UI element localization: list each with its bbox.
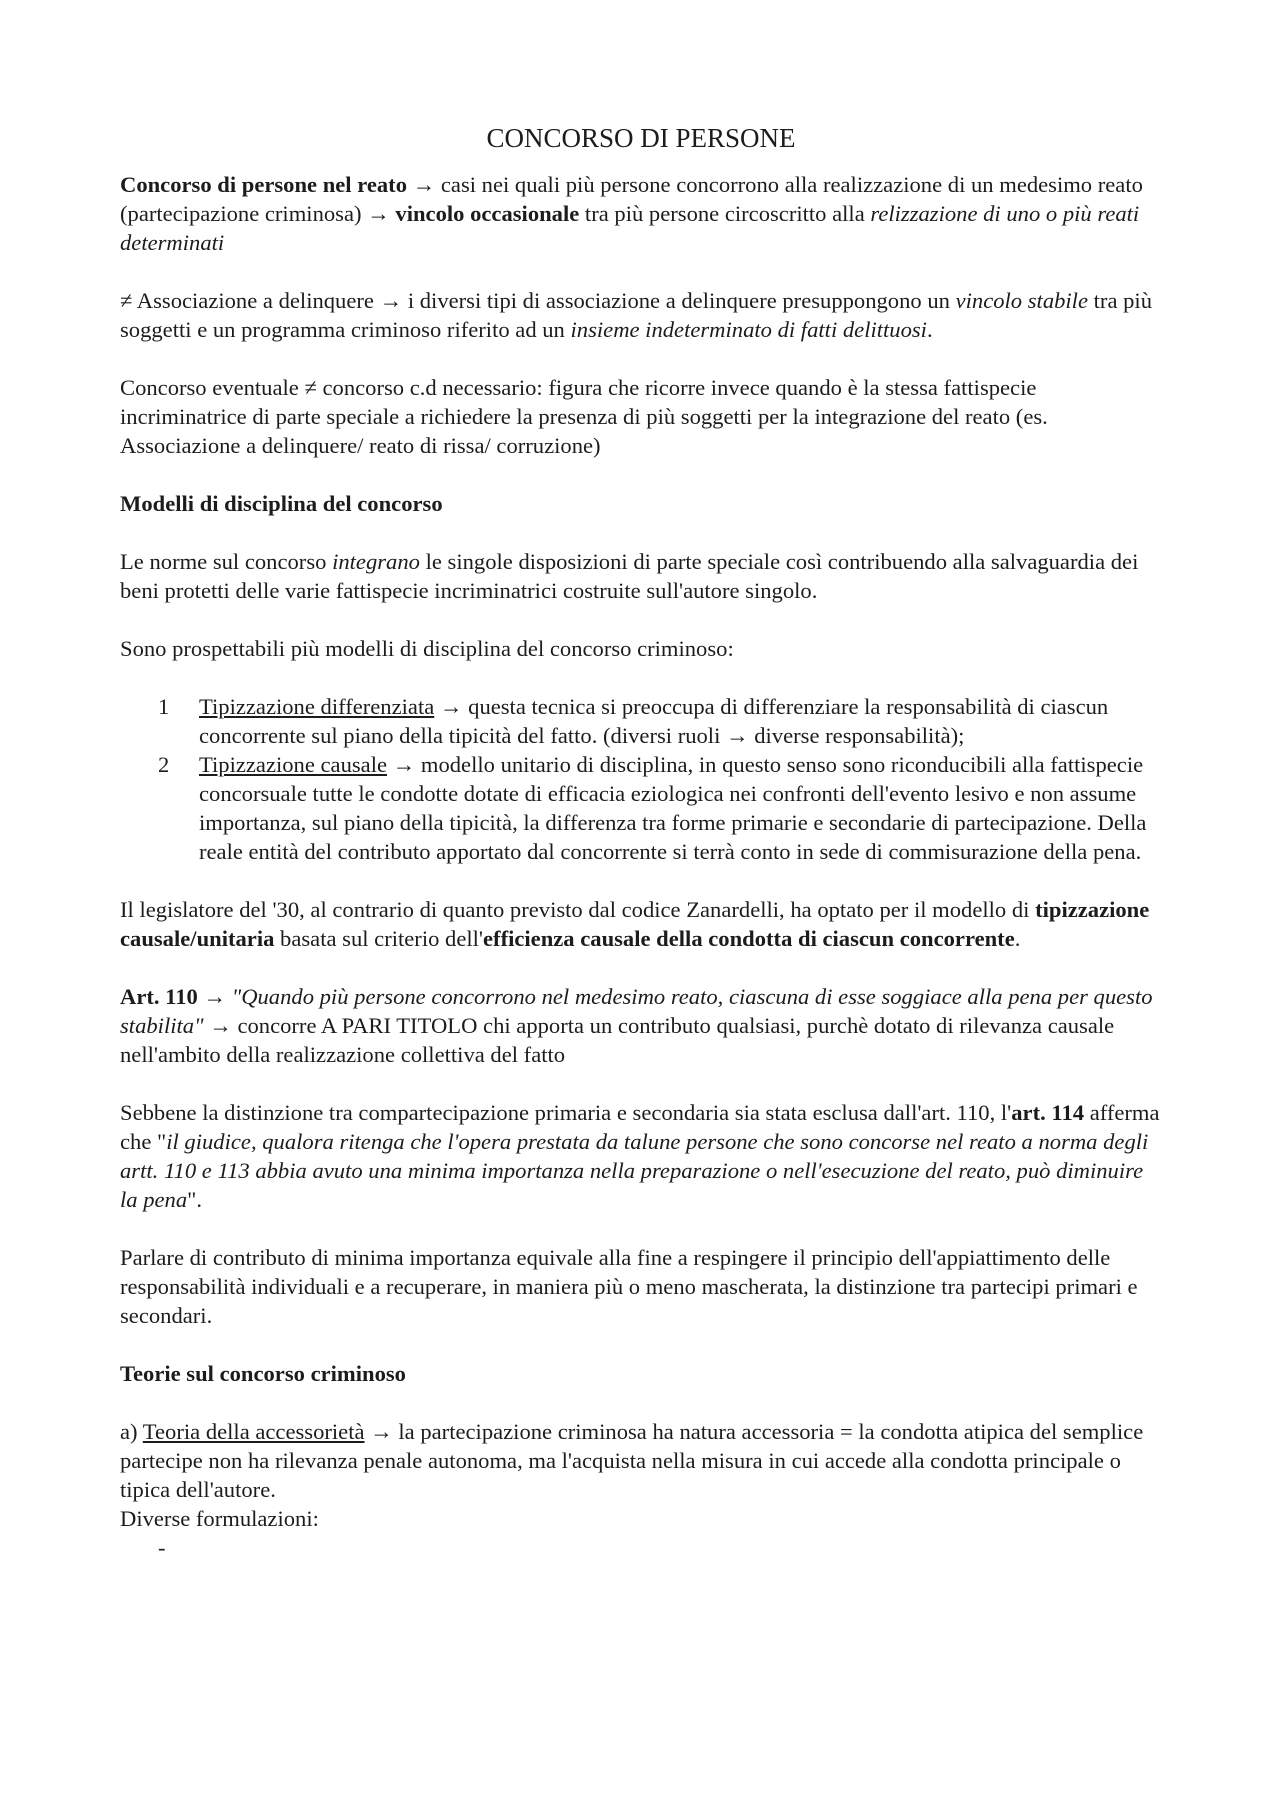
numbered-list-models xyxy=(120,692,1162,866)
dash-list-item: - xyxy=(158,1535,166,1560)
paragraph-art-114: Sebbene la distinzione tra compartecipazione primaria e secondaria sia stata esclusa dall'art. 110, l'art. 114 afferma che "il giudice, qualora ritenga che l'opera prestata da talune persone che sono concorse nel reato a norma degli artt. 110 e 113 abbia avuto una minima importanza nella preparazione o nell'esecuzione del reato, può diminuire la pena". xyxy=(120,1100,1160,1212)
section-heading-modelli: Modelli di disciplina del concorso xyxy=(120,491,443,516)
paragraph-legislatore: Il legislatore del '30, al contrario di quanto previsto dal codice Zanardelli, ha optato per il modello di tipizzazione causale/unitaria basata sul criterio dell'efficienza causale della condotta di ciascun concorrente. xyxy=(120,897,1150,951)
page-title: CONCORSO DI PERSONE xyxy=(486,123,796,153)
list-item: 2 Tipizzazione causale → modello unitario di disciplina, in questo senso sono riconducibili alla fattispecie concorsuale tutte le condotte dotate di efficacia eziologica nei confronti dell'evento lesivo e non assume importanza, sul piano della tipicità, la differenza tra forme primarie e secondarie di partecipazione. Della reale entità del contributo apportato dal concorrente si terrà conto in sede di commisurazione della pena. xyxy=(158,752,1147,864)
list-number: 1 xyxy=(158,694,170,719)
paragraph-teoria-accessorieta: a) Teoria della accessorietà → la partecipazione criminosa ha natura accessoria = la condotta atipica del semplice partecipe non ha rilevanza penale autonoma, ma l'acquista nella misura in cui accede alla condotta principale o tipica dell'autore. xyxy=(120,1419,1144,1502)
paragraph-modelli-intro: Sono prospettabili più modelli di disciplina del concorso criminoso: xyxy=(120,636,734,661)
paragraph-associazione: ≠ Associazione a delinquere → i diversi tipi di associazione a delinquere presuppongono un vincolo stabile tra più soggetti e un programma criminoso riferito ad un insieme indeterminato di fatti delittuosi. xyxy=(120,288,1152,342)
paragraph-definition: Concorso di persone nel reato → casi nei quali più persone concorrono alla realizzazione di un medesimo reato (partecipazione criminosa) → vincolo occasionale tra più persone circoscritto alla relizzazione di uno o più reati determinati xyxy=(120,172,1143,255)
paragraph-concorso-necessario: Concorso eventuale ≠ concorso c.d necessario: figura che ricorre invece quando è la stessa fattispecie incriminatrice di parte speciale a richiedere la presenza di più soggetti per la integrazione del reato (es. Associazione a delinquere/ reato di rissa/ corruzione) xyxy=(120,375,1048,458)
paragraph-minima-importanza: Parlare di contributo di minima importanza equivale alla fine a respingere il principio dell'appiattimento delle responsabilità individuali e a recuperare, in maniera più o meno mascherata, la distinzione tra partecipi primari e secondari. xyxy=(120,1245,1138,1328)
paragraph-formulazioni: Diverse formulazioni: xyxy=(120,1506,319,1531)
list-number: 2 xyxy=(158,752,170,777)
paragraph-norme: Le norme sul concorso integrano le singole disposizioni di parte speciale così contribuendo alla salvaguardia dei beni protetti delle varie fattispecie incriminatrici costruite sull'autore singolo. xyxy=(120,549,1139,603)
paragraph-art-110: Art. 110 → "Quando più persone concorrono nel medesimo reato, ciascuna di esse soggiace alla pena per questo stabilita" → concorre A PARI TITOLO chi apporta un contributo qualsiasi, purchè dotato di rilevanza causale nell'ambito della realizzazione collettiva del fatto xyxy=(120,984,1153,1067)
list-item: 1 Tipizzazione differenziata → questa tecnica si preoccupa di differenziare la responsabilità di ciascun concorrente sul piano della tipicità del fatto. (diversi ruoli → diverse responsabilità); xyxy=(158,694,1109,748)
section-heading-teorie: Teorie sul concorso criminoso xyxy=(120,1361,406,1386)
